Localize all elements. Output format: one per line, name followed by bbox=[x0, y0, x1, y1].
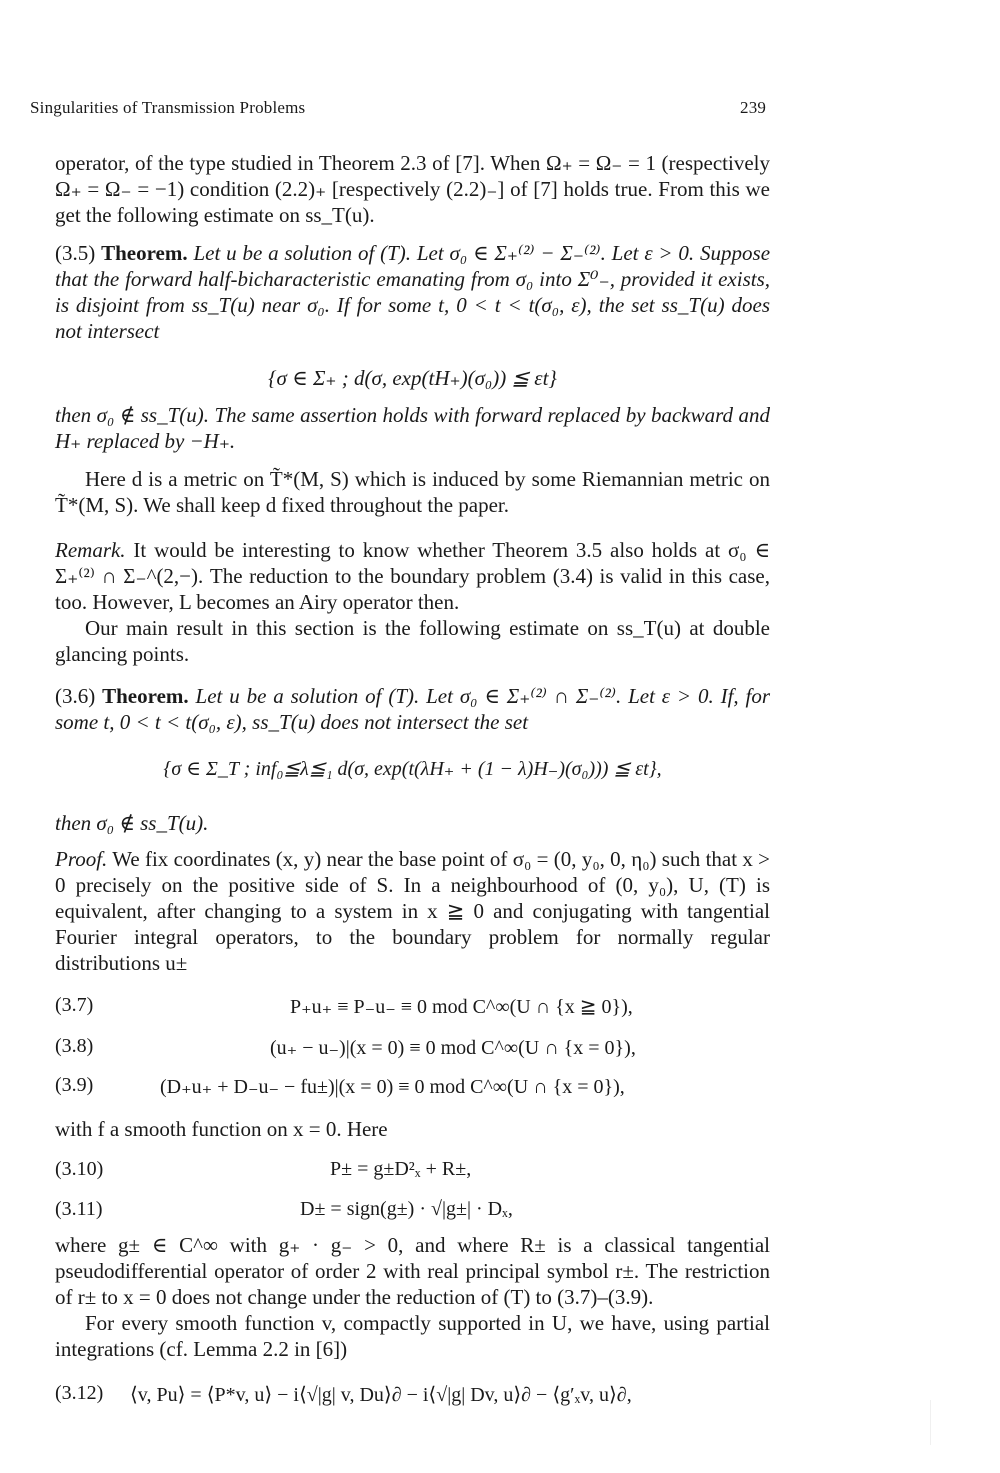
theorem-3-5-conclusion: then σ₀ ∉ ss_T(u). The same assertion holds with forward replaced by backward and H₊ replaced by −H₊. bbox=[55, 403, 770, 453]
theorem-3-5-number: (3.5) bbox=[55, 241, 96, 265]
equation-number: (3.11) bbox=[55, 1198, 103, 1220]
running-title: Singularities of Transmission Problems bbox=[30, 98, 306, 117]
equation-3-11 bbox=[55, 1198, 770, 1226]
theorem-3-6-display-formula: {σ ∈ Σ_T ; inf₀≦λ≦₁ d(σ, exp(t(λH₊ + (1 − λ)H₋)(σ₀))) ≦ εt}, bbox=[163, 758, 662, 780]
intro-text: operator, of the type studied in Theorem 2.3 of [7]. When Ω₊ = Ω₋ = 1 (respectively Ω₊ = Ω₋ = −1) condition (2.2)₊ [respectively (2.2)₋] of [7] holds true. From this we get the following estimate on ss_T(u). bbox=[55, 151, 770, 227]
equation-3-8 bbox=[55, 1035, 770, 1063]
equation-3-7 bbox=[55, 994, 770, 1022]
equation-number: (3.7) bbox=[55, 994, 94, 1016]
remark-text: It would be interesting to know whether Theorem 3.5 also holds at σ₀ ∈ Σ₊⁽²⁾ ∩ Σ₋^(2,−). The reduction to the boundary problem (3.4) is valid in this case, too. However, L becomes an Airy operator then. bbox=[55, 538, 771, 614]
equation-3-12 bbox=[55, 1382, 770, 1410]
equation-number: (3.8) bbox=[55, 1035, 94, 1057]
equation-body: ⟨v, Pu⟩ = ⟨P*v, u⟩ − i⟨√|g| v, Du⟩∂ − i⟨√|g| Dv, u⟩∂ − ⟨g′ₓv, u⟩∂, bbox=[130, 1384, 632, 1406]
theorem-3-5-display-formula: {σ ∈ Σ₊ ; d(σ, exp(tH₊)(σ₀)) ≦ εt} bbox=[268, 366, 557, 390]
theorem-3-6 bbox=[55, 683, 770, 735]
equation-3-10 bbox=[55, 1158, 770, 1186]
equation-3-9 bbox=[55, 1074, 770, 1102]
theorem-3-5 bbox=[55, 240, 770, 344]
equation-number: (3.9) bbox=[55, 1074, 94, 1096]
with-f-paragraph: with f a smooth function on x = 0. Here bbox=[55, 1117, 388, 1141]
smooth-function-paragraph: For every smooth function v, compactly supported in U, we have, using partial integrations (cf. Lemma 2.2 in [6]) bbox=[55, 1311, 770, 1361]
where-paragraph: where g± ∈ C^∞ with g₊ · g₋ > 0, and where R± is a classical tangential pseudodifferential operator of order 2 with real principal symbol r±. The restriction of r± to x = 0 does not change under the reduction of (T) to (3.7)–(3.9). bbox=[55, 1233, 770, 1309]
equation-body: D± = sign(g±) · √|g±| · Dₓ, bbox=[300, 1198, 513, 1220]
remark-label: Remark. bbox=[55, 538, 126, 562]
equation-number: (3.10) bbox=[55, 1158, 104, 1180]
page-number: 239 bbox=[740, 98, 767, 117]
proof-text: We fix coordinates (x, y) near the base point of σ₀ = (0, y₀, 0, η₀) such that x > 0 precisely on the positive side of S. In a neighbourhood of (0, y₀), U, (T) is equivalent, after changing to a system in x ≧ 0 and conjugating with tangential Fourier integral operators, to the boundary problem for normally regular distributions u± bbox=[55, 847, 771, 975]
main-result-paragraph: Our main result in this section is the following estimate on ss_T(u) at double glancing points. bbox=[55, 616, 770, 666]
proof-label: Proof. bbox=[55, 847, 108, 871]
theorem-3-5-label: Theorem. bbox=[101, 241, 188, 265]
metric-paragraph: Here d is a metric on T̃*(M, S) which is induced by some Riemannian metric on T̃*(M, S). We shall keep d fixed throughout the paper. bbox=[55, 467, 770, 517]
remark-paragraph bbox=[55, 537, 770, 615]
theorem-3-6-conclusion: then σ₀ ∉ ss_T(u). bbox=[55, 811, 209, 835]
equation-number: (3.12) bbox=[55, 1382, 104, 1404]
theorem-3-6-number: (3.6) bbox=[55, 684, 96, 708]
intro-paragraph bbox=[55, 150, 770, 228]
theorem-3-5-text: Let u be a solution of (T). Let σ₀ ∈ Σ₊⁽²⁾ − Σ₋⁽²⁾. Let ε > 0. Suppose that the forward half-bicharacteristic emanating from σ₀ into Σ⁰₋, provided it exists, is disjoint from ss_T(u) near σ₀. If for some t, 0 < t < t(σ₀, ε), the set ss_T(u) does not intersect bbox=[55, 241, 771, 343]
equation-body: P₊u₊ ≡ P₋u₋ ≡ 0 mod C^∞(U ∩ {x ≧ 0}), bbox=[290, 996, 633, 1018]
equation-body: (D₊u₊ + D₋u₋ − fu±)|(x = 0) ≡ 0 mod C^∞(U ∩ {x = 0}), bbox=[160, 1076, 625, 1098]
scan-artifact bbox=[930, 1400, 976, 1445]
proof-paragraph bbox=[55, 846, 770, 976]
equation-body: (u₊ − u₋)|(x = 0) ≡ 0 mod C^∞(U ∩ {x = 0}), bbox=[270, 1037, 636, 1059]
theorem-3-6-text: Let u be a solution of (T). Let σ₀ ∈ Σ₊⁽²⁾ ∩ Σ₋⁽²⁾. Let ε > 0. If, for some t, 0 < t < t(σ₀, ε), ss_T(u) does not intersect the set bbox=[55, 684, 771, 734]
theorem-3-6-label: Theorem. bbox=[102, 684, 189, 708]
equation-body: P± = g±D²ₓ + R±, bbox=[330, 1158, 472, 1180]
